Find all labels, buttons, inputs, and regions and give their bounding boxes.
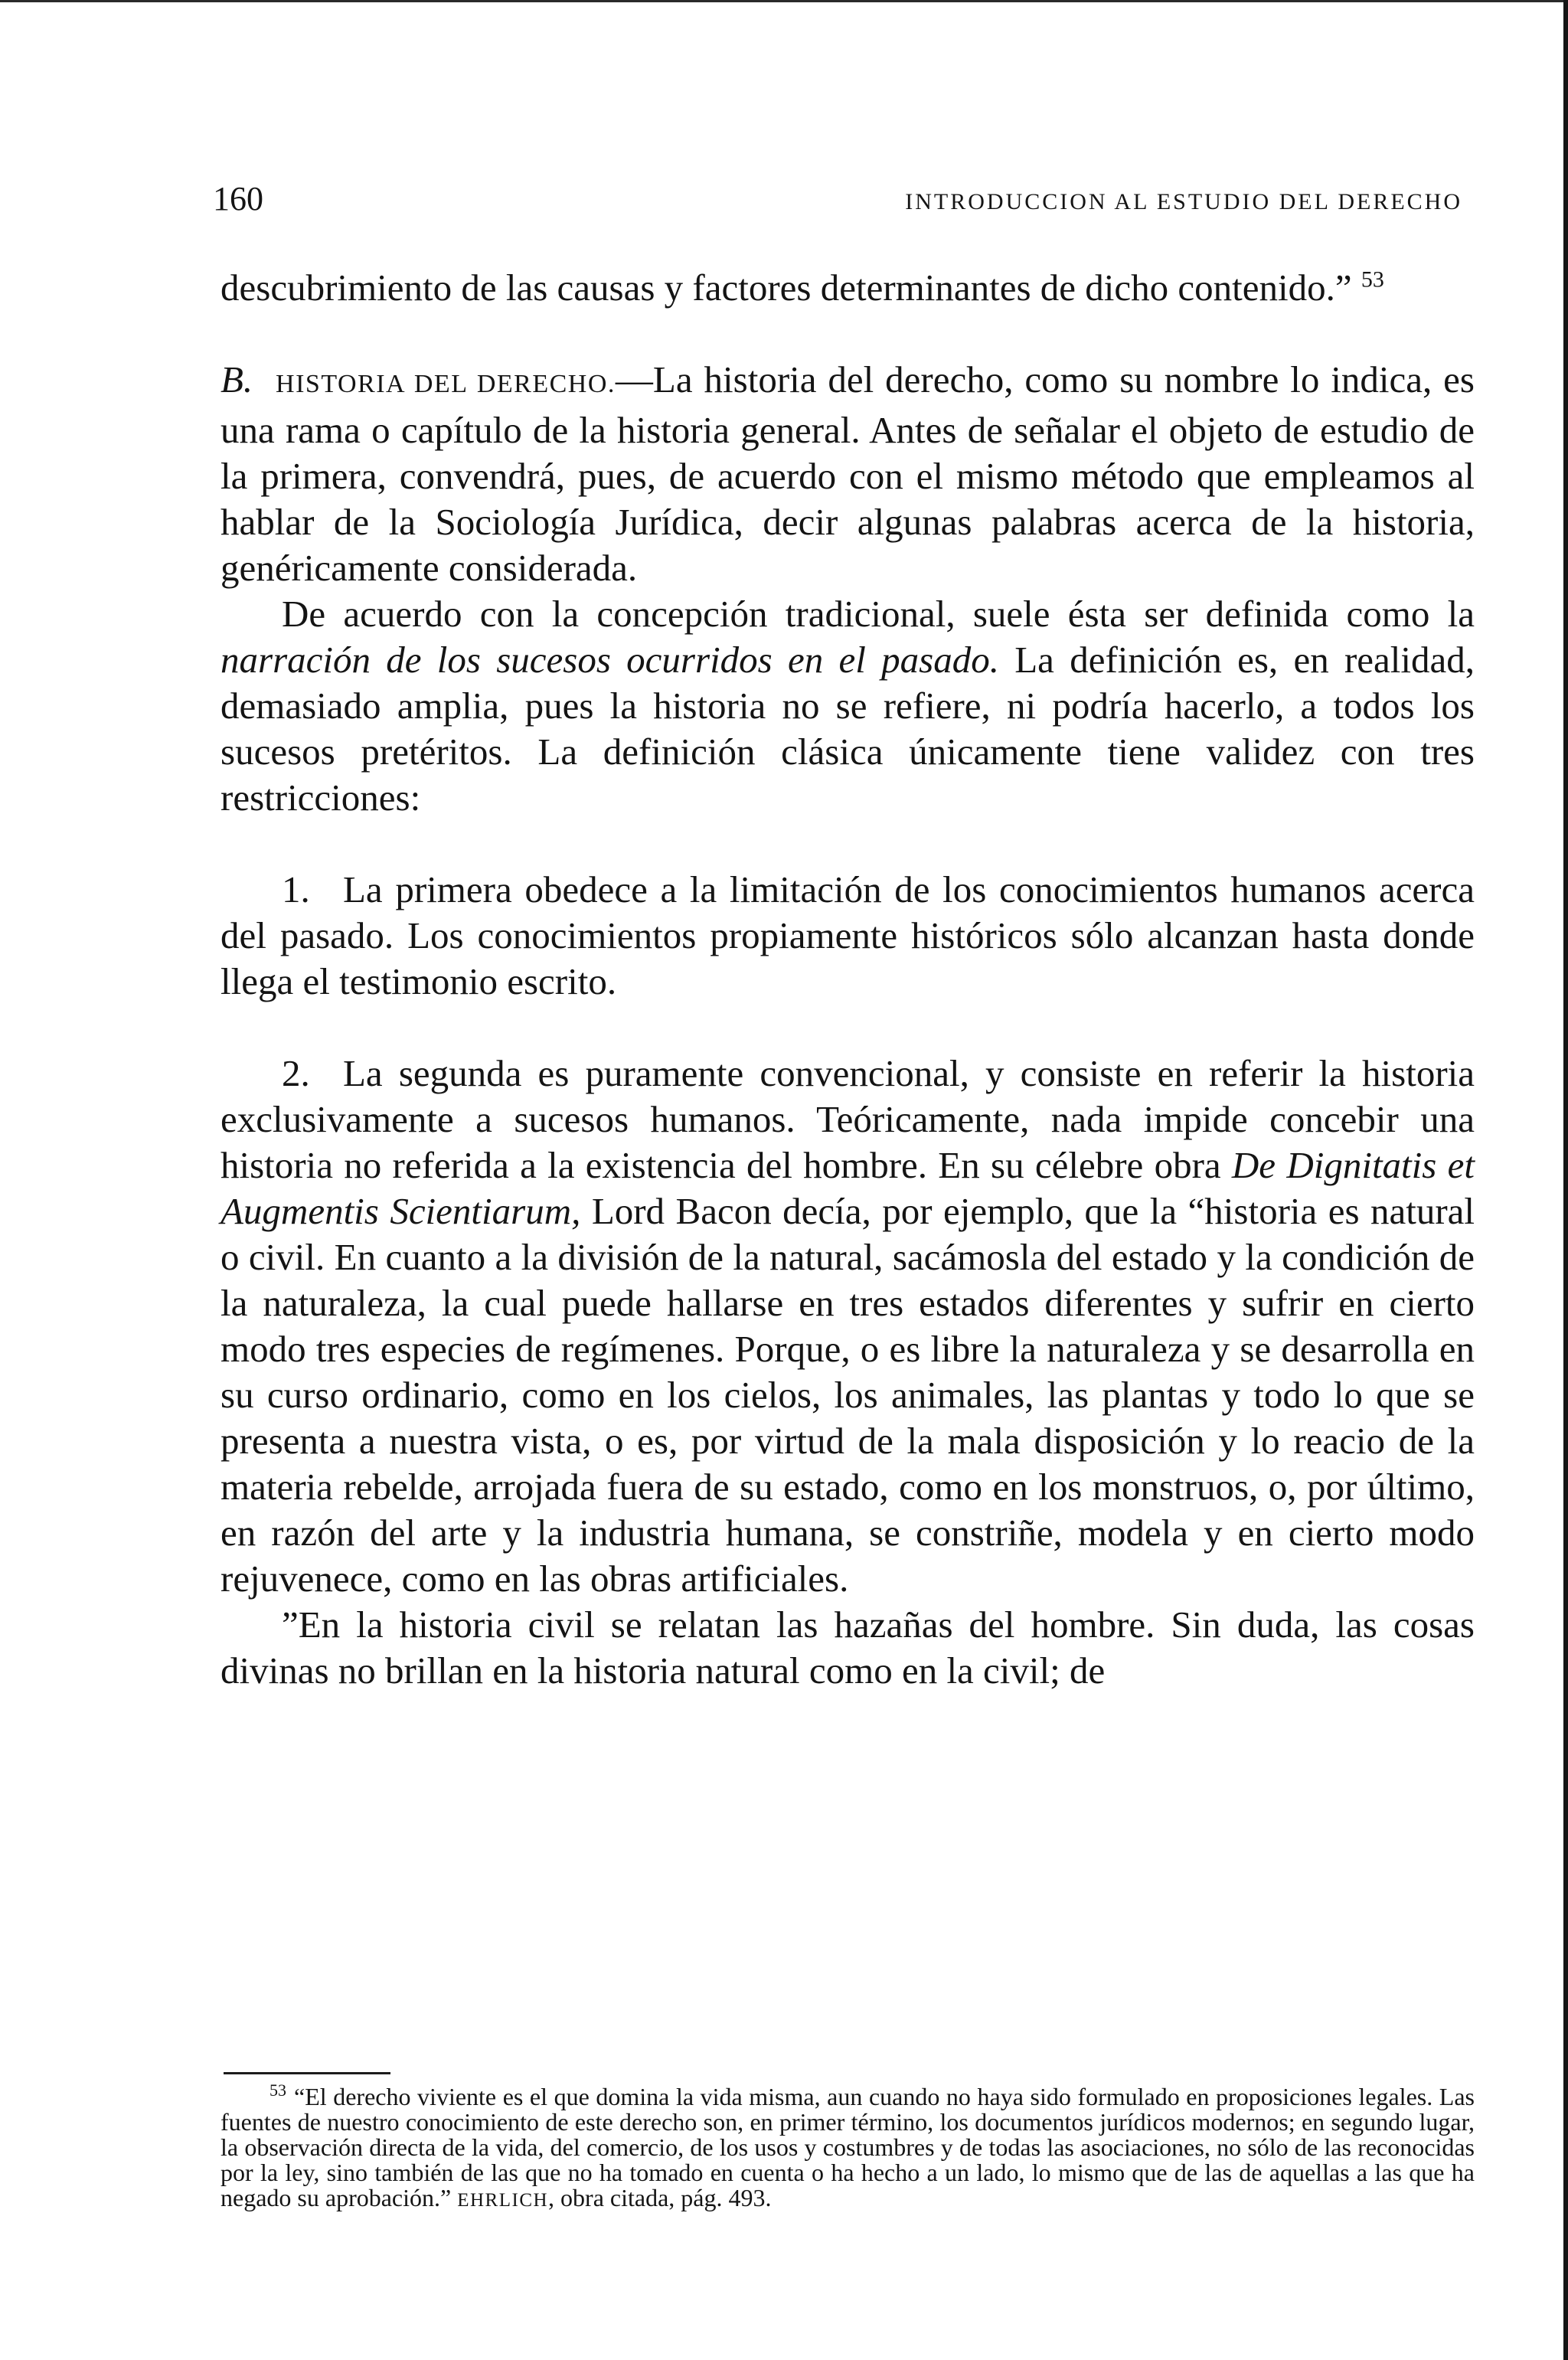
scan-border-top xyxy=(0,0,1568,2)
footnote-number: 53 xyxy=(270,2081,286,2100)
continuation-text: descubrimiento de las causas y factores determinantes de dicho contenido.” xyxy=(220,266,1352,309)
page-header xyxy=(213,178,1462,221)
main-text xyxy=(220,265,1475,1694)
footnote-53 xyxy=(220,2081,1475,2213)
list-item-2-number: 2. xyxy=(282,1052,310,1094)
list-item-2-text-b: Lord Bacon decía, por ejemplo, que la “historia es natural o civil. En cuanto a la división de la natural, sacámosla del estado y la condición de la naturaleza, la cual puede hallarse en tres estados diferentes y sufrir en cierto modo tres especies de regímenes. Porque, o es libre la naturaleza y se desarrolla en su curso ordinario, como en los cielos, los animales, las plantas y todo lo que se presenta a nuestra vista, o es, por virtud de la mala disposición y lo reacio de la materia rebelde, arrojada fuera de su estado, como en los monstruos, o, por último, en razón del arte y la industria humana, se constriñe, modela y en cierto modo rejuvenece, como en las obras artificiales. xyxy=(220,1190,1475,1600)
running-title: INTRODUCCION AL ESTUDIO DEL DERECHO xyxy=(905,189,1462,214)
definition-italic: narración de los sucesos ocurridos en el pasado. xyxy=(220,639,999,681)
footnote-text-a: “El derecho viviente es el que domina la vida misma, aun cuando no haya sido formulado en proposiciones legales. Las fuentes de nuestro conocimiento de este derecho son, en primer término, los documentos jurídicos modernos; en segundo lugar, la observación directa de la vida, del comercio, de los usos y costumbres y de todas las asociaciones, no sólo de las reconocidas por la ley, sino también de las que no ha tomado en cuenta o ha hecho a un lado, lo mismo que de las de aquellas a las que ha negado su aprobación.” xyxy=(220,2083,1475,2211)
list-item-1-text: La primera obedece a la limitación de los conocimientos humanos acerca del pasado. Los conocimientos propiamente históricos sólo alcanzan hasta donde llega el testimonio escrito. xyxy=(220,868,1475,1002)
footnote-reference-53: 53 xyxy=(1361,266,1384,293)
definition-text-b: La definición es, en realidad, demasiado amplia, pues la historia no se refiere, ni podría hacerlo, a todos los sucesos pretéritos. La definición clásica únicamente tiene validez con tres restricciones: xyxy=(220,639,1475,819)
footnote-text-b: , obra citada, pág. 493. xyxy=(548,2184,772,2211)
paragraph-definition xyxy=(220,591,1475,821)
section-title: HISTORIA DEL DERECHO. xyxy=(276,370,616,398)
footnote-author: EHRLICH xyxy=(457,2190,549,2211)
page-number: 160 xyxy=(213,180,263,217)
list-item-1-number: 1. xyxy=(282,868,310,910)
list-item-1 xyxy=(220,867,1475,1005)
civil-history-text: ”En la historia civil se relatan las hazañas del hombre. Sin duda, las cosas divinas no brillan en la historia natural como en la civil; de xyxy=(220,1603,1475,1692)
list-item-2-text-a: La segunda es puramente convencional, y consiste en referir la historia exclusivamente a sucesos humanos. Teóricamente, nada impide concebir una historia no referida a la existencia del hombre. En su célebre obra xyxy=(220,1052,1475,1186)
section-letter: B. xyxy=(220,358,253,400)
footnote-divider xyxy=(224,2072,390,2074)
paragraph-civil-history xyxy=(220,1602,1475,1694)
definition-text-a: De acuerdo con la concepción tradicional, suele ésta ser definida como la xyxy=(282,593,1475,635)
section-b-text: —La historia del derecho, como su nombre lo indica, es una rama o capítulo de la historia general. Antes de señalar el objeto de estudio de la primera, convendrá, pues, de acuerdo con el mismo método que empleamos al hablar de la Sociología Jurídica, decir algunas palabras acerca de la historia, genéricamente considerada. xyxy=(220,358,1475,589)
paragraph-continuation xyxy=(220,265,1475,311)
list-item-2 xyxy=(220,1051,1475,1602)
paragraph-section-b xyxy=(220,357,1475,591)
book-title-italic: De Dignitatis et Augmentis Scientiarum, xyxy=(220,1144,1475,1232)
scan-border-right xyxy=(1563,0,1568,2360)
